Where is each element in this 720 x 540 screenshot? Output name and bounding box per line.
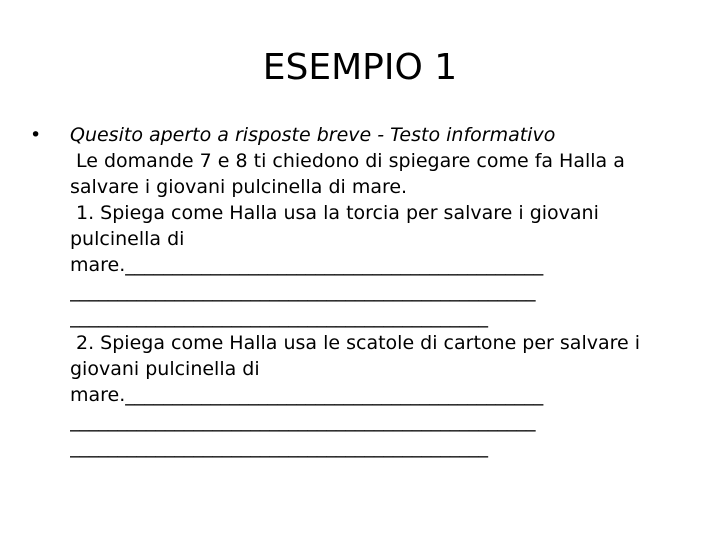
- question-2-answer-line-1: _________________________________________________: [70, 410, 536, 432]
- intro-line-1: Le domande 7 e 8 ti chiedono di spiegare come fa Halla a: [76, 150, 625, 172]
- bullet-icon: •: [30, 124, 42, 146]
- question-1-answer-line-2: ____________________________________________: [70, 306, 488, 328]
- question-2-line-3: mare.____________________________________________: [70, 384, 544, 406]
- question-2-line-1: 2. Spiega come Halla usa le scatole di cartone per salvare i: [76, 332, 641, 354]
- intro-line-2: salvare i giovani pulcinella di mare.: [70, 176, 408, 198]
- question-2-line-2: giovani pulcinella di: [70, 358, 260, 380]
- question-2-answer-line-2: ____________________________________________: [70, 436, 488, 458]
- question-1-line-3: mare.____________________________________________: [70, 254, 544, 276]
- question-1-line-1: 1. Spiega come Halla usa la torcia per salvare i giovani: [76, 202, 599, 224]
- question-1-line-2: pulcinella di: [70, 228, 185, 250]
- question-heading: Quesito aperto a risposte breve - Testo informativo: [70, 124, 556, 146]
- question-1-answer-line-1: _________________________________________________: [70, 280, 536, 302]
- slide-title: ESEMPIO 1: [262, 47, 458, 88]
